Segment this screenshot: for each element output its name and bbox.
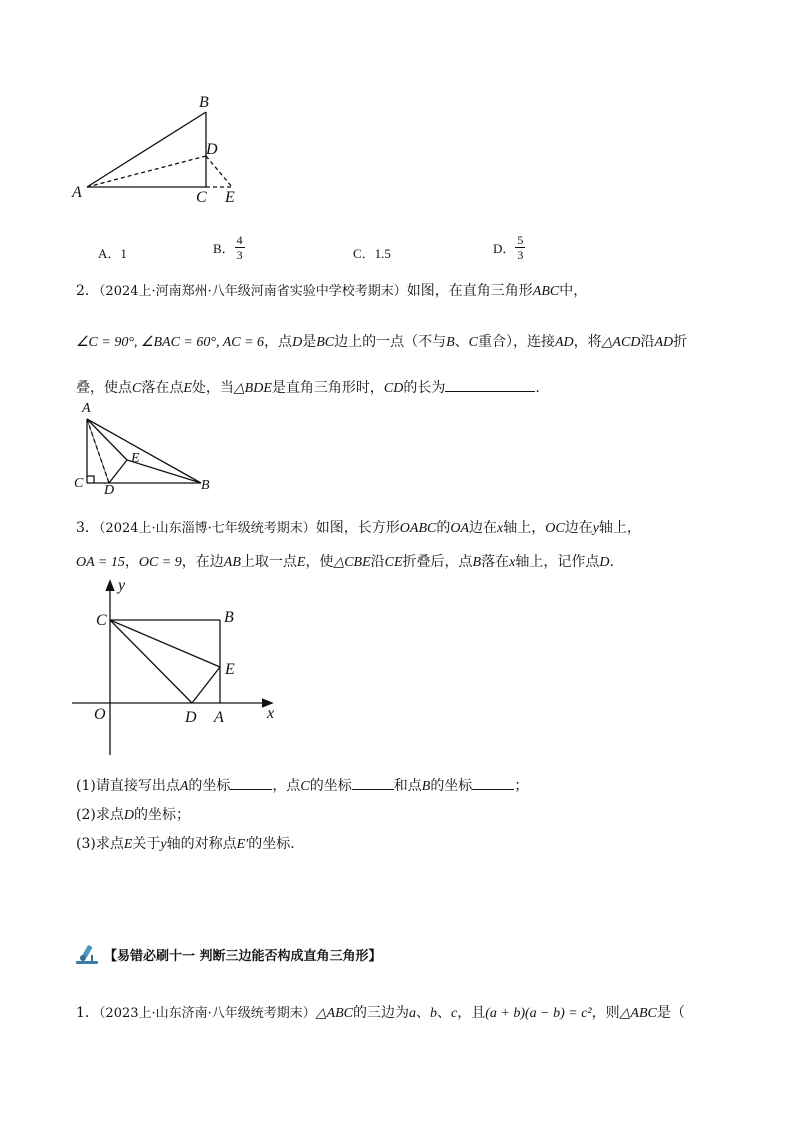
fig2-label-C: C (74, 476, 84, 491)
fig3-label-B: B (224, 609, 234, 626)
fig3-label-y: y (118, 577, 126, 594)
q3-sub-3: (3)求点E关于y轴的对称点E′的坐标. (76, 836, 295, 852)
fig1-label-A: A (72, 184, 82, 201)
q3-line-2: OA = 15，OC = 9，在边AB上取一点E，使△CBE沿CE折叠后，点B落在x轴上，记作点D. (76, 554, 614, 570)
fig1-label-D: D (206, 141, 218, 158)
fig3-label-A: A (214, 709, 224, 726)
fig3-label-C: C (96, 612, 107, 629)
figure-1-triangle (70, 95, 250, 215)
fig3-label-E: E (225, 661, 235, 678)
section-header (74, 942, 382, 966)
option-c: C．1.5 (353, 246, 391, 261)
fig1-label-E: E (225, 189, 235, 206)
fig3-label-O: O (94, 706, 106, 723)
q3-sub-2: (2)求点D的坐标； (76, 807, 190, 823)
option-a: A．1 (98, 246, 127, 261)
fraction-5-3: $\frac{5}{3}$ (517, 233, 524, 262)
fig2-label-D: D (104, 483, 115, 498)
figure-2-fold (80, 405, 220, 495)
q2-line-1: 2．（2024上·河南郑州·八年级河南省实验中学校考期末）如图，在直角三角形ABC中， (76, 283, 588, 299)
q2-line-3: 叠，使点C落在点E处，当△BDE是直角三角形时，CD的长为 . (76, 380, 540, 396)
answer-blank[interactable] (445, 391, 535, 392)
q4-line-1: 1．（2023上·山东济南·八年级统考期末）△ABC的三边为a、b、c，且(a + b)(a − b) = c²，则△ABC是（ (76, 1005, 685, 1021)
blank-b-coord[interactable] (472, 789, 514, 790)
fig2-label-A: A (82, 401, 91, 416)
fig2-label-B: B (201, 478, 210, 493)
fraction-4-3: $\frac{4}{3}$ (236, 233, 243, 262)
q3-line-1: 3．（2024上·山东淄博·七年级统考期末）如图，长方形OABC的OA边在x轴上，OC边在y轴上， (76, 520, 641, 536)
figure-3-coordinate (60, 575, 290, 760)
option-d: D． $\frac{5}{3}$ (493, 233, 524, 262)
blank-c-coord[interactable] (352, 789, 394, 790)
microscope-icon (74, 942, 100, 966)
fig2-label-E: E (131, 451, 140, 466)
fig3-label-D: D (185, 709, 197, 726)
fig3-label-x: x (267, 705, 275, 722)
blank-a-coord[interactable] (230, 789, 272, 790)
fig1-label-B: B (199, 94, 209, 111)
q3-sub-1: (1)请直接写出点A的坐标 ，点C的坐标 和点B的坐标 ； (76, 778, 529, 794)
q2-line-2: ∠C = 90°, ∠BAC = 60°, AC = 6，点D是BC边上的一点（不与B、C重合），连接AD，将△ACD沿AD折 (76, 334, 688, 350)
fig1-label-C: C (196, 189, 207, 206)
option-b: B． $\frac{4}{3}$ (213, 233, 243, 262)
section-title: 【易错必刷十一 判断三边能否构成直角三角形】 (104, 948, 382, 964)
